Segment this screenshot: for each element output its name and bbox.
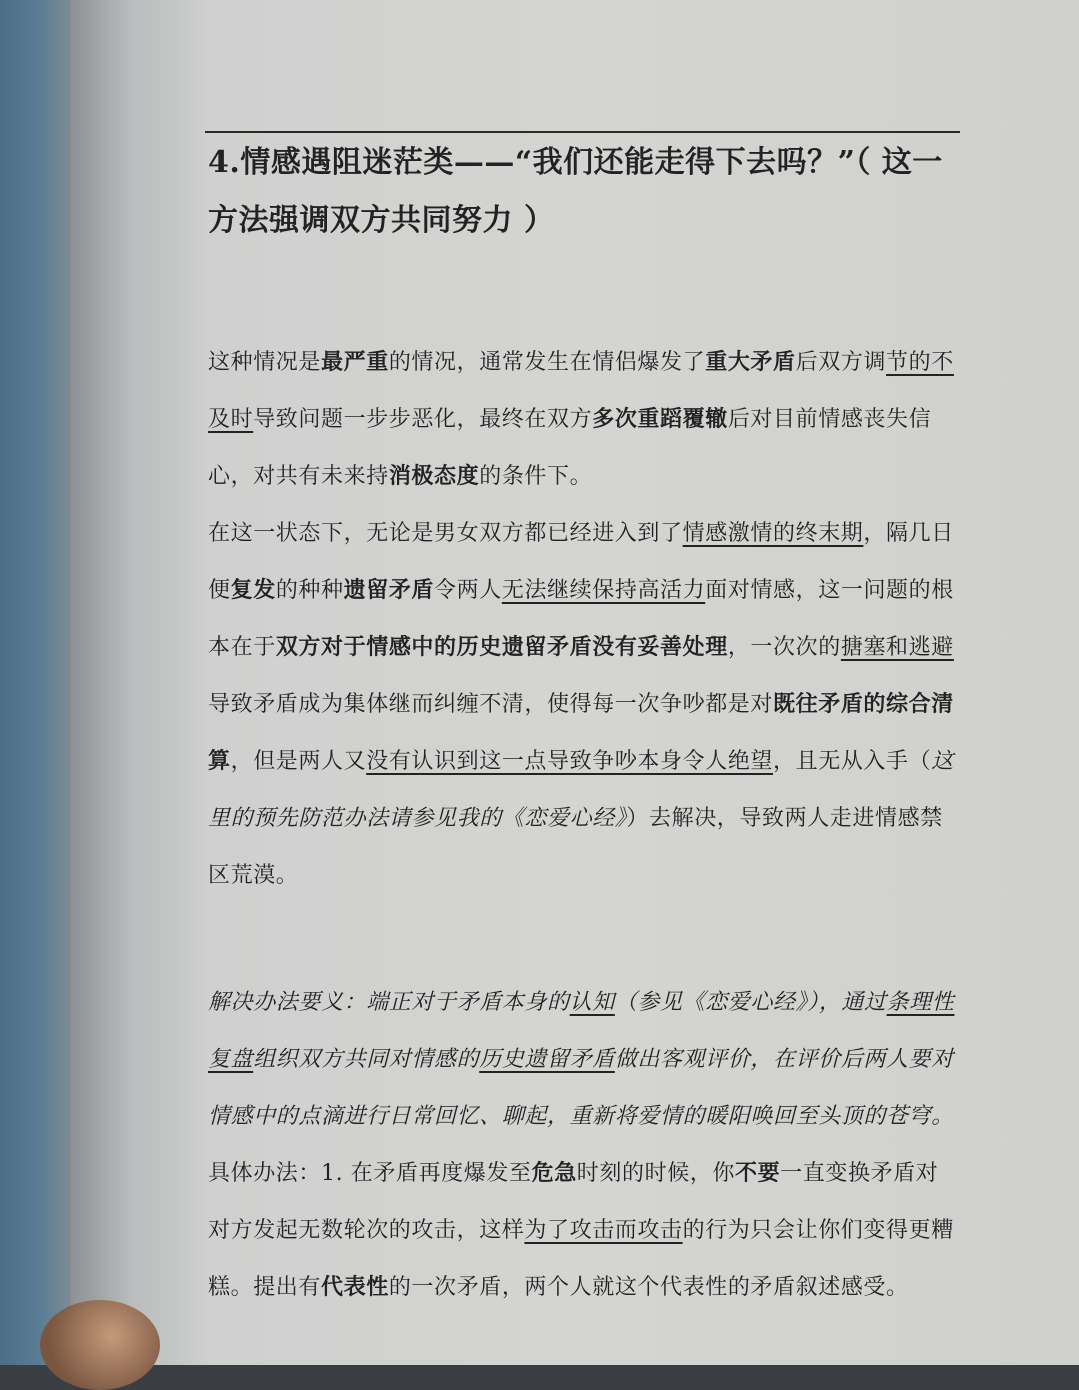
text-run: ，隔几日便: [208, 521, 954, 603]
text-run: 令两人: [434, 578, 502, 603]
paragraph-situation: [208, 334, 960, 505]
text-run: ，一次次的: [727, 635, 841, 660]
heading-text: 情感遇阻迷茫类——“我们还能走得下去吗？”（ 这一方法强调双方共同努力 ）: [208, 145, 943, 238]
text-run: ，但是两人又: [230, 749, 367, 774]
heading-number: 4.: [208, 145, 241, 180]
paragraph-solution: [208, 974, 960, 1145]
italic-run: 这里的预先防范办法请参见我的《恋爱心经》: [208, 749, 954, 831]
bold-run: 双方对于情感中的历史遗留矛盾没有妥善处理: [275, 634, 728, 660]
bold-run: 复发: [230, 577, 276, 603]
text-run: 的种种: [275, 578, 344, 603]
text-run: （参见《恋爱心经》），通过: [614, 990, 887, 1015]
underlined-run: 历史遗留矛盾: [479, 1047, 615, 1072]
bold-run: 既往矛盾的综合清算: [208, 691, 954, 774]
underlined-run: 情感激情的终末期: [682, 521, 864, 546]
text-run: 面对情感，这一问题的根本在于: [208, 578, 954, 660]
text-run: ，且无从入手（: [773, 749, 932, 774]
bold-run: 重大矛盾: [705, 349, 796, 375]
underlined-run: 搪塞和逃避: [840, 635, 954, 660]
text-run: ）去解决，导致两人走进情感禁区荒漠。: [208, 806, 943, 888]
underlined-run: 为了攻击而攻击: [524, 1218, 683, 1243]
text-run: 解决办法要义：端正对于矛盾本身的: [208, 990, 570, 1015]
bold-run: 不要: [735, 1160, 781, 1186]
paragraph-state: [208, 505, 960, 904]
text-run: 时刻的时候，你: [576, 1161, 735, 1186]
text-run: 这种情况是: [208, 350, 322, 375]
text-run: 的一次矛盾，两个人就这个代表性的矛盾叙述感受。: [388, 1275, 909, 1300]
bold-run: 危急: [531, 1160, 577, 1186]
text-run: 具体办法：1. 在矛盾再度爆发至: [208, 1161, 532, 1186]
text-run: 的情况，通常发生在情侣爆发了: [388, 350, 706, 375]
bold-run: 遗留矛盾: [343, 577, 435, 603]
bold-run: 代表性: [321, 1274, 389, 1300]
underlined-run: 节的不及时: [208, 350, 954, 432]
bold-run: 最严重: [321, 349, 389, 375]
underlined-run: 没有认识到这一点导致争吵本身令人绝望: [366, 749, 774, 774]
underlined-run: 条理性复盘: [208, 990, 955, 1072]
bold-run: 多次重蹈覆辙: [592, 406, 728, 432]
text-run: 在这一状态下，无论是男女双方都已经进入到了: [208, 521, 683, 546]
page-text: [208, 130, 960, 1316]
text-run: 组织双方共同对情感的: [253, 1047, 480, 1072]
text-run: 的条件下。: [479, 464, 593, 489]
text-run: 的行为只会让你们变得更糟糕。提出有: [208, 1218, 954, 1300]
text-run: 导致矛盾成为集体继而纠缠不清，使得每一次争吵都是对: [208, 692, 774, 717]
bold-run: 消极态度: [388, 463, 480, 489]
text-run: 做出客观评价，在评价后两人要对情感中的点滴进行日常回忆、聊起，重新将爱情的暖阳唤回至头顶的苍穹。: [208, 1047, 954, 1129]
text-run: 后双方调: [795, 350, 887, 375]
underlined-run: 无法继续保持高活力: [501, 578, 706, 603]
text-run: 导致问题一步步恶化，最终在双方: [253, 407, 593, 432]
paragraph-method: [208, 1145, 960, 1316]
thumb: [40, 1300, 160, 1390]
section-heading: [208, 134, 960, 250]
underlined-run: 认知: [569, 990, 615, 1015]
text-run: 一直变换矛盾对对方发起无数轮次的攻击，这样: [208, 1161, 939, 1243]
text-run: 后对目前情感丧失信心，对共有未来持: [208, 407, 932, 489]
